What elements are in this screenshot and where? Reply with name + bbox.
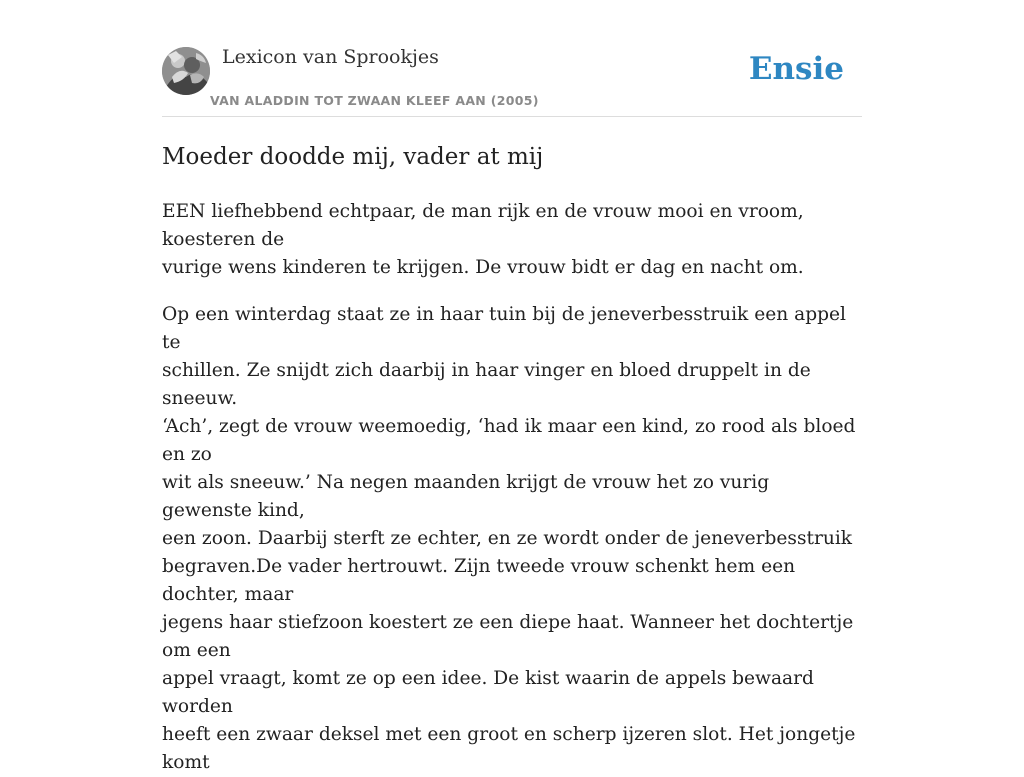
paragraph-line: EEN liefhebbend echtpaar, de man rijk en de vrouw mooi en vroom, koesteren de bbox=[162, 201, 804, 250]
article-title: Moeder doodde mij, vader at mij bbox=[162, 144, 544, 170]
paragraph-line: jegens haar stiefzoon koestert ze een diepe haat. Wanneer het dochtertje om een bbox=[162, 612, 854, 661]
paragraph-line: een zoon. Daarbij sterft ze echter, en ze wordt onder de jeneverbesstruik bbox=[162, 528, 853, 549]
paragraph-line: vurige wens kinderen te krijgen. De vrouw bidt er dag en nacht om. bbox=[162, 257, 804, 278]
article-paragraph-2 bbox=[162, 301, 862, 777]
paragraph-line: wit als sneeuw.’ Na negen maanden krijgt de vrouw het zo vurig gewenste kind, bbox=[162, 472, 770, 521]
source-subtitle: VAN ALADDIN TOT ZWAAN KLEEF AAN (2005) bbox=[210, 93, 539, 108]
page-container bbox=[162, 0, 862, 777]
source-avatar[interactable] bbox=[162, 47, 210, 95]
paragraph-line: Op een winterdag staat ze in haar tuin bij de jeneverbesstruik een appel te bbox=[162, 304, 846, 353]
paragraph-line: schillen. Ze snijdt zich daarbij in haar vinger en bloed druppelt in de sneeuw. bbox=[162, 360, 811, 409]
paragraph-line: begraven.De vader hertrouwt. Zijn tweede vrouw schenkt hem een dochter, maar bbox=[162, 556, 796, 605]
paragraph-line: heeft een zwaar deksel met een groot en scherp ijzeren slot. Het jongetje komt bbox=[162, 724, 856, 773]
article-paragraph-1 bbox=[162, 198, 862, 282]
source-header bbox=[162, 0, 862, 117]
paragraph-line: appel vraagt, komt ze op een idee. De kist waarin de appels bewaard worden bbox=[162, 668, 814, 717]
engraving-illustration-icon bbox=[162, 47, 210, 95]
paragraph-line: ‘Ach’, zegt de vrouw weemoedig, ‘had ik maar een kind, zo rood als bloed en zo bbox=[162, 416, 856, 465]
ensie-logo-link[interactable]: Ensie bbox=[748, 51, 844, 87]
source-title[interactable]: Lexicon van Sprookjes bbox=[222, 46, 439, 68]
